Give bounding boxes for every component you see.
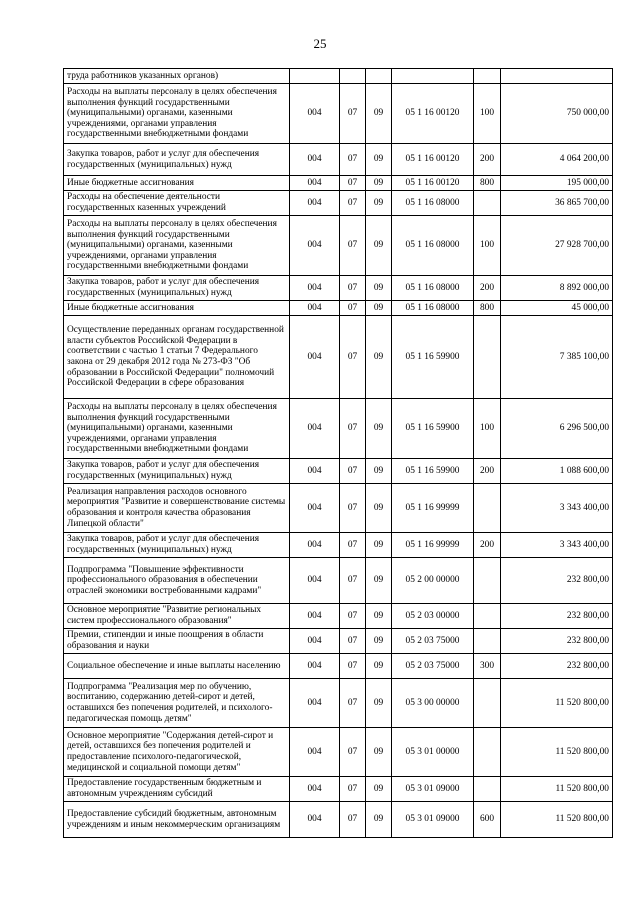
subsection-code: 09 [366,802,392,838]
table-row [64,459,613,484]
department-code: 004 [290,84,340,144]
subsection-code: 09 [366,84,392,144]
table-body [64,69,613,838]
subsection-code: 09 [366,459,392,484]
target-article-code: 05 3 01 09000 [392,777,474,802]
row-description: Иные бюджетные ассигнования [64,301,290,316]
table-row [64,144,613,176]
section-code: 07 [340,728,366,777]
department-code [290,69,340,84]
target-article-code: 05 1 16 99999 [392,533,474,558]
target-article-code: 05 3 01 09000 [392,802,474,838]
section-code: 07 [340,84,366,144]
department-code: 004 [290,216,340,276]
expense-type-code: 100 [474,216,501,276]
amount: 11 520 800,00 [501,777,613,802]
row-description: Предоставление субсидий бюджетным, автономным учреждениям и иным некоммерческим организациям [64,802,290,838]
subsection-code: 09 [366,176,392,191]
expense-type-code [474,316,501,399]
table-row [64,84,613,144]
page-number: 25 [313,36,327,51]
section-code: 07 [340,679,366,728]
section-code: 07 [340,301,366,316]
amount: 3 343 400,00 [501,533,613,558]
expense-type-code: 200 [474,144,501,176]
table-row [64,604,613,629]
target-article-code: 05 2 03 75000 [392,654,474,679]
amount: 8 892 000,00 [501,276,613,301]
table-row [64,484,613,533]
amount: 232 800,00 [501,604,613,629]
target-article-code: 05 1 16 59900 [392,459,474,484]
section-code: 07 [340,144,366,176]
expense-type-code [474,558,501,604]
section-code: 07 [340,533,366,558]
target-article-code: 05 1 16 59900 [392,316,474,399]
row-description: труда работников указанных органов) [64,69,290,84]
target-article-code [392,69,474,84]
amount: 36 865 700,00 [501,191,613,216]
section-code: 07 [340,276,366,301]
expense-type-code [474,69,501,84]
section-code: 07 [340,316,366,399]
expense-type-code: 200 [474,533,501,558]
row-description: Основное мероприятие "Содержания детей-сирот и детей, оставшихся без попечения родителей и предоставление психолого-педагогической, медицинской и социальной помощи детям" [64,728,290,777]
expense-type-code [474,777,501,802]
amount: 11 520 800,00 [501,802,613,838]
subsection-code: 09 [366,533,392,558]
section-code [340,69,366,84]
department-code: 004 [290,316,340,399]
amount [501,69,613,84]
target-article-code: 05 3 01 00000 [392,728,474,777]
expense-type-code [474,679,501,728]
section-code: 07 [340,191,366,216]
department-code: 004 [290,533,340,558]
amount: 6 296 500,00 [501,399,613,459]
budget-table [63,68,613,838]
table-row [64,558,613,604]
row-description: Предоставление государственным бюджетным и автономным учреждениям субсидий [64,777,290,802]
amount: 1 088 600,00 [501,459,613,484]
department-code: 004 [290,679,340,728]
department-code: 004 [290,558,340,604]
amount: 750 000,00 [501,84,613,144]
table-row [64,728,613,777]
row-description: Расходы на обеспечение деятельности государственных казенных учреждений [64,191,290,216]
subsection-code: 09 [366,191,392,216]
subsection-code: 09 [366,679,392,728]
subsection-code: 09 [366,276,392,301]
department-code: 004 [290,484,340,533]
department-code: 004 [290,176,340,191]
amount: 7 385 100,00 [501,316,613,399]
row-description: Закупка товаров, работ и услуг для обеспечения государственных (муниципальных) нужд [64,144,290,176]
target-article-code: 05 3 00 00000 [392,679,474,728]
target-article-code: 05 1 16 00120 [392,144,474,176]
table-row [64,69,613,84]
subsection-code: 09 [366,316,392,399]
expense-type-code: 100 [474,399,501,459]
target-article-code: 05 1 16 08000 [392,301,474,316]
row-description: Премии, стипендии и иные поощрения в области образования и науки [64,629,290,654]
department-code: 004 [290,629,340,654]
section-code: 07 [340,802,366,838]
target-article-code: 05 2 03 00000 [392,604,474,629]
subsection-code: 09 [366,484,392,533]
row-description: Осуществление переданных органам государственной власти субъектов Российской Федерации в соответствии с частью 1 статьи 7 Федерального закона от 29 декабря 2012 года № 273-ФЗ "Об образовании в Российской Федерации" полномочий Российской Федерации в сфере образования [64,316,290,399]
row-description: Расходы на выплаты персоналу в целях обеспечения выполнения функций государственными (муниципальными) органами, казенными учреждениями, органами управления государственными внебюджетными фондами [64,399,290,459]
expense-type-code: 200 [474,276,501,301]
department-code: 004 [290,728,340,777]
table-row [64,629,613,654]
expense-type-code [474,728,501,777]
section-code: 07 [340,777,366,802]
row-description: Социальное обеспечение и иные выплаты населению [64,654,290,679]
target-article-code: 05 1 16 08000 [392,276,474,301]
section-code: 07 [340,484,366,533]
expense-type-code [474,604,501,629]
table-row [64,191,613,216]
table-row [64,301,613,316]
expense-type-code: 600 [474,802,501,838]
department-code: 004 [290,802,340,838]
expense-type-code [474,629,501,654]
amount: 232 800,00 [501,558,613,604]
table-row [64,777,613,802]
row-description: Основное мероприятие "Развитие региональных систем профессионального образования" [64,604,290,629]
subsection-code: 09 [366,558,392,604]
department-code: 004 [290,459,340,484]
expense-type-code [474,191,501,216]
amount: 11 520 800,00 [501,728,613,777]
section-code: 07 [340,176,366,191]
amount: 232 800,00 [501,654,613,679]
target-article-code: 05 1 16 08000 [392,216,474,276]
expense-type-code: 200 [474,459,501,484]
department-code: 004 [290,144,340,176]
target-article-code: 05 1 16 00120 [392,176,474,191]
target-article-code: 05 2 03 75000 [392,629,474,654]
department-code: 004 [290,777,340,802]
department-code: 004 [290,654,340,679]
amount: 3 343 400,00 [501,484,613,533]
section-code: 07 [340,558,366,604]
table-row [64,316,613,399]
table-row [64,802,613,838]
row-description: Подпрограмма "Реализация мер по обучению, воспитанию, содержанию детей-сирот и детей, оставшихся без попечения родителей, и психолого-педагогическая помощь детям" [64,679,290,728]
table-row [64,679,613,728]
table-row [64,654,613,679]
table-row [64,216,613,276]
department-code: 004 [290,301,340,316]
table-row [64,276,613,301]
row-description: Реализация направления расходов основного мероприятия "Развитие и совершенствование системы образования и контроля качества образования Липецкой области" [64,484,290,533]
department-code: 004 [290,191,340,216]
subsection-code: 09 [366,728,392,777]
target-article-code: 05 2 00 00000 [392,558,474,604]
expense-type-code: 300 [474,654,501,679]
amount: 232 800,00 [501,629,613,654]
subsection-code [366,69,392,84]
subsection-code: 09 [366,301,392,316]
department-code: 004 [290,276,340,301]
target-article-code: 05 1 16 08000 [392,191,474,216]
department-code: 004 [290,604,340,629]
row-description: Закупка товаров, работ и услуг для обеспечения государственных (муниципальных) нужд [64,276,290,301]
amount: 11 520 800,00 [501,679,613,728]
expense-type-code: 800 [474,176,501,191]
subsection-code: 09 [366,144,392,176]
row-description: Иные бюджетные ассигнования [64,176,290,191]
subsection-code: 09 [366,216,392,276]
amount: 4 064 200,00 [501,144,613,176]
row-description: Расходы на выплаты персоналу в целях обеспечения выполнения функций государственными (муниципальными) органами, казенными учреждениями, органами управления государственными внебюджетными фондами [64,84,290,144]
target-article-code: 05 1 16 99999 [392,484,474,533]
section-code: 07 [340,604,366,629]
row-description: Закупка товаров, работ и услуг для обеспечения государственных (муниципальных) нужд [64,533,290,558]
department-code: 004 [290,399,340,459]
section-code: 07 [340,629,366,654]
row-description: Закупка товаров, работ и услуг для обеспечения государственных (муниципальных) нужд [64,459,290,484]
target-article-code: 05 1 16 00120 [392,84,474,144]
expense-type-code [474,484,501,533]
row-description: Расходы на выплаты персоналу в целях обеспечения выполнения функций государственными (муниципальными) органами, казенными учреждениями, органами управления государственными внебюджетными фондами [64,216,290,276]
amount: 195 000,00 [501,176,613,191]
subsection-code: 09 [366,654,392,679]
table-row [64,533,613,558]
table-row [64,176,613,191]
section-code: 07 [340,399,366,459]
expense-type-code: 100 [474,84,501,144]
section-code: 07 [340,216,366,276]
subsection-code: 09 [366,777,392,802]
expense-type-code: 800 [474,301,501,316]
section-code: 07 [340,459,366,484]
subsection-code: 09 [366,629,392,654]
amount: 27 928 700,00 [501,216,613,276]
amount: 45 000,00 [501,301,613,316]
table-row [64,399,613,459]
subsection-code: 09 [366,399,392,459]
row-description: Подпрограмма "Повышение эффективности профессионального образования в обеспечении отраслей экономики востребованными кадрами" [64,558,290,604]
section-code: 07 [340,654,366,679]
subsection-code: 09 [366,604,392,629]
target-article-code: 05 1 16 59900 [392,399,474,459]
